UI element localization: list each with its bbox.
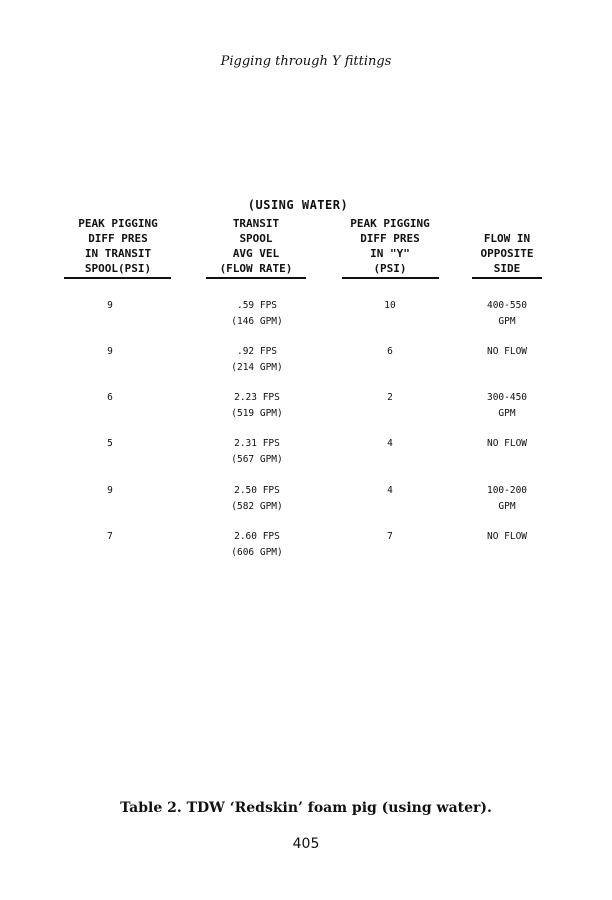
cell-spool-psi: 9 xyxy=(107,346,113,357)
table-title: (USING WATER) xyxy=(247,198,349,212)
cell-spool-psi: 7 xyxy=(107,531,113,542)
cell-avg-vel: 2.60 FPS xyxy=(234,531,280,542)
header-rule xyxy=(342,277,439,279)
cell-flow-rate: (582 GPM) xyxy=(231,501,283,512)
cell-flow-opposite: NO FLOW xyxy=(486,531,528,542)
header-line: SPOOL xyxy=(239,232,273,245)
header-rule xyxy=(64,277,171,279)
cell-flow-opposite-unit: GPM xyxy=(498,408,516,419)
header-peak-pigging-spool xyxy=(58,216,178,276)
cell-y-psi: 2 xyxy=(387,392,393,403)
cell-y-psi: 7 xyxy=(387,531,393,542)
cell-flow-opposite: 400-550 xyxy=(486,300,528,311)
page-number: 405 xyxy=(292,836,320,852)
cell-avg-vel: 2.23 FPS xyxy=(234,392,280,403)
header-line: DIFF PRES xyxy=(360,232,420,245)
header-peak-pigging-y xyxy=(330,216,450,276)
cell-flow-opposite: NO FLOW xyxy=(486,346,528,357)
header-line: (PSI) xyxy=(373,262,407,275)
cell-flow-opposite-unit: GPM xyxy=(498,501,516,512)
cell-flow-rate: (567 GPM) xyxy=(231,454,283,465)
cell-spool-psi: 5 xyxy=(107,438,113,449)
cell-y-psi: 10 xyxy=(384,300,396,311)
cell-y-psi: 6 xyxy=(387,346,393,357)
cell-flow-rate: (214 GPM) xyxy=(231,362,283,373)
cell-flow-opposite: NO FLOW xyxy=(486,438,528,449)
cell-spool-psi: 6 xyxy=(107,392,113,403)
header-line: AVG VEL xyxy=(232,247,280,260)
cell-flow-opposite-unit: GPM xyxy=(498,316,516,327)
cell-flow-rate: (606 GPM) xyxy=(231,547,283,558)
table-caption: Table 2. TDW ‘Redskin’ foam pig (using water). xyxy=(120,800,492,816)
header-transit-spool-vel xyxy=(200,216,312,276)
cell-avg-vel: 2.31 FPS xyxy=(234,438,280,449)
cell-avg-vel: 2.50 FPS xyxy=(234,485,280,496)
header-line: TRANSIT xyxy=(232,217,280,230)
header-line: IN TRANSIT xyxy=(84,247,152,260)
header-line: SPOOL(PSI) xyxy=(84,262,152,275)
header-rule xyxy=(472,277,542,279)
cell-avg-vel: .59 FPS xyxy=(236,300,278,311)
cell-flow-rate: (519 GPM) xyxy=(231,408,283,419)
header-line: FLOW IN xyxy=(483,232,531,245)
cell-y-psi: 4 xyxy=(387,438,393,449)
cell-flow-opposite: 100-200 xyxy=(486,485,528,496)
cell-spool-psi: 9 xyxy=(107,485,113,496)
cell-flow-opposite: 300-450 xyxy=(486,392,528,403)
header-rule xyxy=(206,277,306,279)
cell-y-psi: 4 xyxy=(387,485,393,496)
header-line: PEAK PIGGING xyxy=(350,217,430,230)
header-line: DIFF PRES xyxy=(88,232,148,245)
header-line: SIDE xyxy=(493,262,521,275)
header-flow-opposite xyxy=(462,231,552,276)
header-line: OPPOSITE xyxy=(480,247,534,260)
header-line: (FLOW RATE) xyxy=(219,262,293,275)
cell-spool-psi: 9 xyxy=(107,300,113,311)
cell-avg-vel: .92 FPS xyxy=(236,346,278,357)
cell-flow-rate: (146 GPM) xyxy=(231,316,283,327)
running-head: Pigging through Y fittings xyxy=(220,54,392,69)
header-line: IN "Y" xyxy=(370,247,410,260)
header-line: PEAK PIGGING xyxy=(78,217,158,230)
